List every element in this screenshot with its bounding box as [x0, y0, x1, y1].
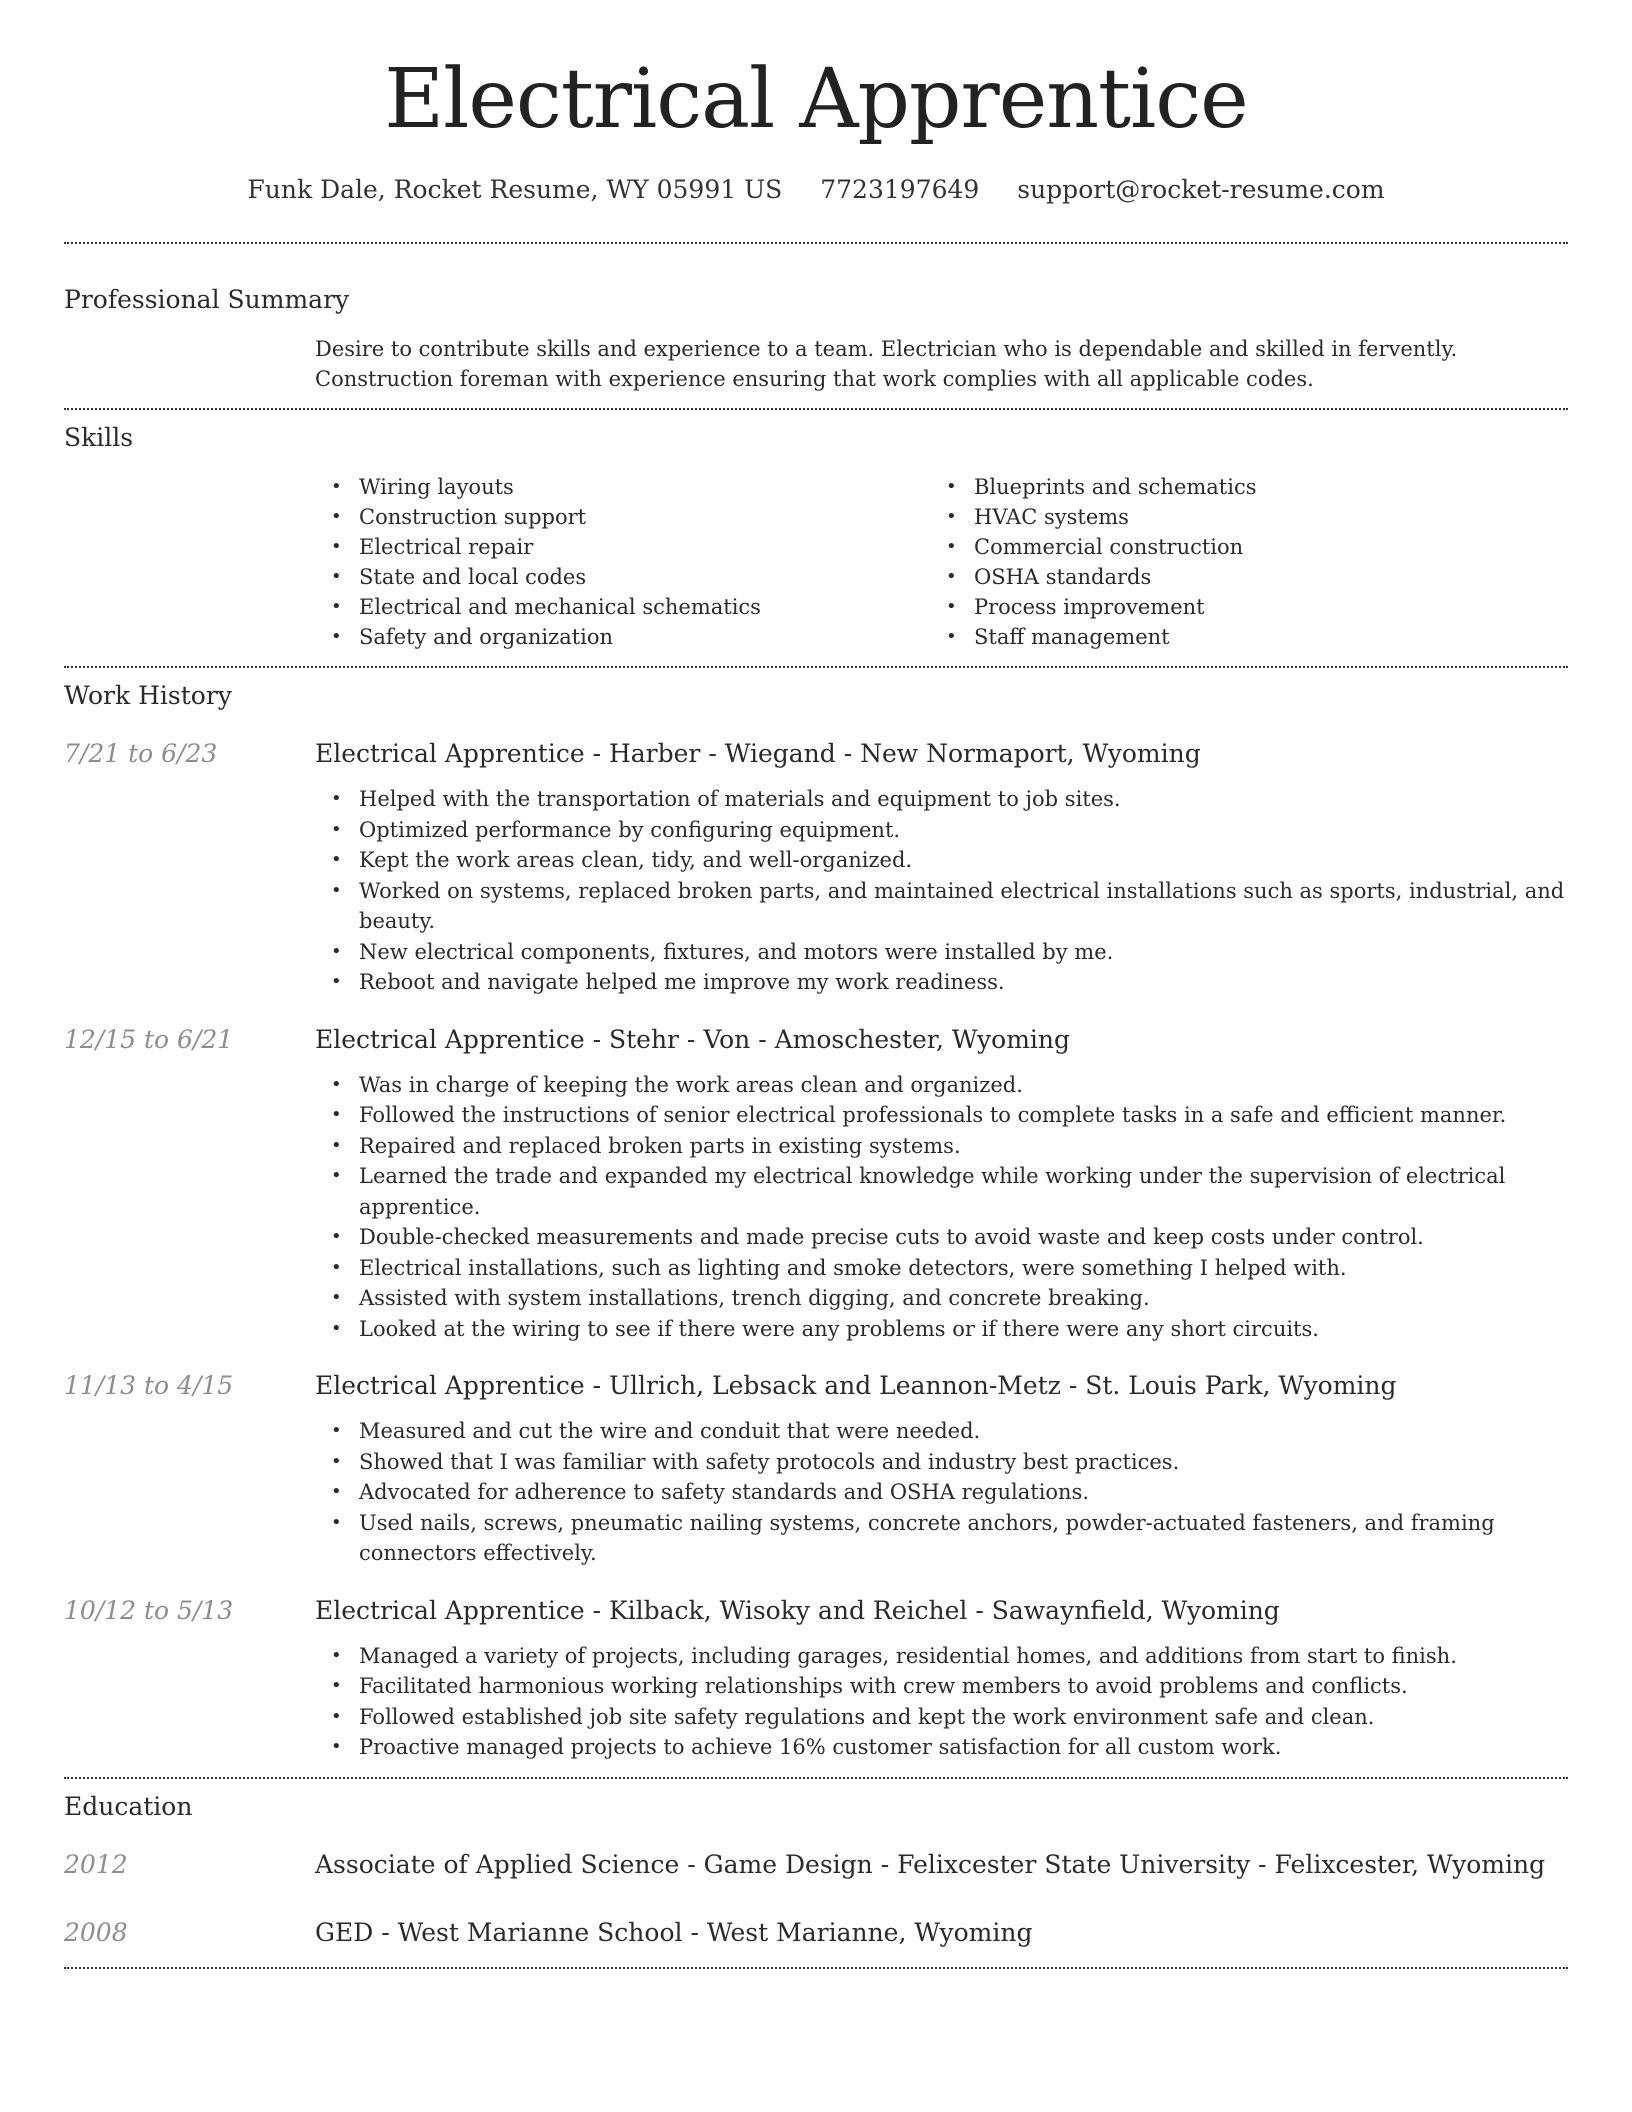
job-bullet: • Reboot and navigate helped me improve my work readiness. [315, 967, 1568, 998]
header-divider [64, 242, 1568, 244]
job-bullets [315, 1416, 1568, 1569]
job-entry [64, 1593, 1568, 1763]
resume-title: Electrical Apprentice [384, 52, 1248, 147]
job-bullet: • Advocated for adherence to safety standards and OSHA regulations. [315, 1477, 1568, 1508]
education-divider [64, 1967, 1568, 1969]
skills-column-left [315, 472, 930, 652]
skill-item: • OSHA standards [930, 562, 1545, 592]
summary-heading: Professional Summary [64, 285, 350, 314]
skill-item: • Blueprints and schematics [930, 472, 1545, 502]
skills-section [64, 420, 1568, 652]
job-bullet: • Assisted with system installations, trench digging, and concrete breaking. [315, 1283, 1568, 1314]
skill-item: • Commercial construction [930, 532, 1545, 562]
job-heading: Electrical Apprentice - Ullrich, Lebsack and Leannon-Metz - St. Louis Park, Wyoming [315, 1371, 1397, 1400]
work-history-section [64, 678, 1568, 1763]
job-bullet: • Managed a variety of projects, including garages, residential homes, and additions from start to finish. [315, 1641, 1568, 1672]
education-entry [64, 1847, 1568, 1883]
skill-item: • Safety and organization [315, 622, 930, 652]
job-bullet: • Repaired and replaced broken parts in existing systems. [315, 1131, 1568, 1162]
education-degree: Associate of Applied Science - Game Design - Felixcester State University - Felixcester, Wyoming [315, 1849, 1546, 1879]
skills-column-right [930, 472, 1545, 652]
job-heading: Electrical Apprentice - Stehr - Von - Amoschester, Wyoming [315, 1024, 1071, 1054]
contact-email: support@rocket-resume.com [1017, 175, 1385, 204]
job-dates: 7/21 to 6/23 [64, 739, 218, 768]
job-heading: Electrical Apprentice - Harber - Wiegand - New Normaport, Wyoming [315, 739, 1201, 768]
skill-item: • Wiring layouts [315, 472, 930, 502]
skill-item: • HVAC systems [930, 502, 1545, 532]
job-bullet: • Optimized performance by configuring equipment. [315, 815, 1568, 846]
job-bullet: • Showed that I was familiar with safety protocols and industry best practices. [315, 1447, 1568, 1478]
job-bullets [315, 1070, 1568, 1345]
job-bullets [315, 784, 1568, 998]
job-bullet: • Followed established job site safety regulations and kept the work environment safe and clean. [315, 1702, 1568, 1733]
skill-item: • State and local codes [315, 562, 930, 592]
education-year: 2012 [64, 1849, 128, 1879]
job-bullet: • Measured and cut the wire and conduit that were needed. [315, 1416, 1568, 1447]
job-bullets [315, 1641, 1568, 1763]
job-dates: 11/13 to 4/15 [64, 1371, 234, 1400]
skills-divider [64, 666, 1568, 668]
job-dates: 10/12 to 5/13 [64, 1595, 234, 1625]
job-bullet: • Followed the instructions of senior electrical professionals to complete tasks in a safe and efficient manner. [315, 1100, 1568, 1131]
work-divider [64, 1777, 1568, 1779]
job-bullet: • New electrical components, fixtures, and motors were installed by me. [315, 937, 1568, 968]
skills-list [315, 472, 1568, 652]
job-bullet: • Worked on systems, replaced broken parts, and maintained electrical installations such as sports, industrial, and beauty. [315, 876, 1568, 937]
job-dates: 12/15 to 6/21 [64, 1024, 234, 1054]
summary-divider [64, 408, 1568, 410]
work-history-heading: Work History [64, 681, 232, 710]
skill-item: • Electrical repair [315, 532, 930, 562]
education-year: 2008 [64, 1917, 128, 1947]
job-bullet: • Was in charge of keeping the work areas clean and organized. [315, 1070, 1568, 1101]
job-bullet: • Learned the trade and expanded my electrical knowledge while working under the supervision of electrical apprentice. [315, 1161, 1568, 1222]
contact-phone: 7723197649 [820, 175, 980, 204]
resume-page [64, 0, 1568, 1969]
job-bullet: • Kept the work areas clean, tidy, and well-organized. [315, 845, 1568, 876]
job-entry [64, 1022, 1568, 1345]
job-bullet: • Helped with the transportation of materials and equipment to job sites. [315, 784, 1568, 815]
summary-text: Desire to contribute skills and experience to a team. Electrician who is dependable and skilled in fervently. Construction foreman with experience ensuring that work complies with all applicable codes. [315, 337, 1458, 391]
contact-line [64, 172, 1568, 208]
skill-item: • Staff management [930, 622, 1545, 652]
education-section [64, 1789, 1568, 1951]
job-bullet: • Double-checked measurements and made precise cuts to avoid waste and keep costs under control. [315, 1222, 1568, 1253]
summary-section [64, 282, 1568, 394]
job-bullet: • Electrical installations, such as lighting and smoke detectors, were something I helped with. [315, 1253, 1568, 1284]
education-entry [64, 1915, 1568, 1951]
job-bullet: • Facilitated harmonious working relationships with crew members to avoid problems and conflicts. [315, 1671, 1568, 1702]
skills-heading: Skills [64, 423, 134, 452]
job-bullet: • Used nails, screws, pneumatic nailing systems, concrete anchors, powder-actuated fasteners, and framing connectors effectively. [315, 1508, 1568, 1569]
job-bullet: • Proactive managed projects to achieve 16% customer satisfaction for all custom work. [315, 1732, 1568, 1763]
job-bullet: • Looked at the wiring to see if there were any problems or if there were any short circuits. [315, 1314, 1568, 1345]
education-heading: Education [64, 1791, 193, 1821]
skill-item: • Process improvement [930, 592, 1545, 622]
education-degree: GED - West Marianne School - West Marianne, Wyoming [315, 1917, 1033, 1947]
job-entry [64, 736, 1568, 998]
skill-item: • Electrical and mechanical schematics [315, 592, 930, 622]
contact-address: Funk Dale, Rocket Resume, WY 05991 US [247, 175, 783, 204]
skill-item: • Construction support [315, 502, 930, 532]
job-heading: Electrical Apprentice - Kilback, Wisoky and Reichel - Sawaynfield, Wyoming [315, 1595, 1280, 1625]
job-entry [64, 1368, 1568, 1569]
